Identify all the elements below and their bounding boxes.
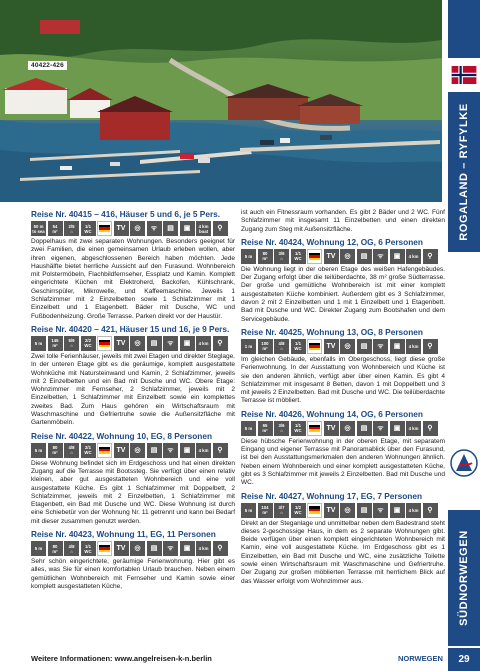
amenity-value-icon [258,249,273,264]
amenity-value-icon [291,421,306,436]
amenity-value-icon [291,249,306,264]
amenity-value: 5 m [244,507,253,513]
oven-icon: ▣ [390,421,405,436]
right-column [241,209,445,589]
region-tab-bottom [448,510,480,646]
german-language-icon [97,443,112,458]
listing-description: Direkt an der Steganlage und unmittelbar neben dem Badestrand steht dieses 2-geschossige Haus, in dem es 2 separate Wohnungen gibt. Beide verfügen über einen komplett eingerichteten Wohnbereich mit Kamin, eine voll ausgestattete Küche. Im Erdgeschoss gibt es 1 Einzelbetten, ein Bad mit Dusche und WC, eine zusätzliche Toilette sowie einen Wirtschaftsraum mit Waschmaschine und Gefriertruhe. Der Zugang zur großen möblierten Terrasse mit herrlichem Blick auf das Wasser erfolgt vom Wohnzimmer aus. [241,519,445,585]
listing-title: Reise Nr. 40424, Wohnung 12, OG, 6 Personen [241,236,423,247]
amenity-value-icon [196,336,211,351]
amenity-value: 2/5 [68,223,75,229]
listing-40424 [241,237,445,324]
oven-icon: ▣ [390,249,405,264]
amenity-value: 5 m [244,425,253,431]
amenity-value: 1/1 [85,543,91,549]
german-language-icon [307,503,322,518]
region-tab-top [448,92,480,252]
oven-icon: ▣ [180,541,195,556]
amenity-unit: m² [52,548,58,554]
amenity-value: 2/1 [85,445,91,451]
amenity-icons [241,503,445,518]
german-language-icon [307,249,322,264]
fish-icon: ⚲ [423,503,438,518]
dish-icon: ▤ [147,541,162,556]
listing-40423-continued [241,209,445,234]
dish-icon: ▤ [357,503,372,518]
oven-icon: ▣ [180,443,195,458]
amenity-icons [241,421,445,436]
listing-title: Reise Nr. 40426, Wohnung 14, OG, 6 Personen [241,408,423,419]
harbor-photo [0,0,442,202]
amenity-unit: ⌂ [280,346,283,352]
listing-description: Im gleichen Gebäude, ebenfalls im Obergeschoss, liegt diese große Ferienwohnung. In der Ausstattung von Wohnbereich und Küche ist sie den anderen ähnlich, verfügt aber über einen Kamin. Es gibt 4 Schlafzimmer mit insgesamt 8 Betten, davon 1 mit Doppelbett und 3 mit jeweils 2 Einzelbetten. Bad mit Dusche und WC. Die teilüberdachte Terrasse ist möbliert. [241,355,445,405]
amenity-unit: WC [294,346,302,352]
sidebar-header-block [448,0,480,58]
dish-icon: ▤ [357,339,372,354]
german-language-icon [97,221,112,236]
listing-title: Reise Nr. 40420 – 421, Häuser 15 und 16, je 9 Pers. [31,323,230,334]
amenity-unit: WC [84,228,92,234]
wash-icon: ◎ [340,339,355,354]
wifi-icon: ᯤ [163,336,178,351]
amenity-value: 1/1 [85,223,91,229]
listing-40422 [31,431,235,526]
amenity-value-icon [48,221,63,236]
amenity-value-icon [31,221,46,236]
amenity-unit: m² [262,346,268,352]
amenity-value: 4/8 [68,543,75,549]
amenity-unit: to sea [32,228,45,234]
amenity-unit: WC [294,510,302,516]
photo-reference-label: 40422-426 [28,61,67,70]
amenity-value-icon [64,443,79,458]
amenity-value: 104 [261,505,269,511]
amenity-unit: ⌂ [70,548,73,554]
wifi-icon: ᯤ [163,541,178,556]
listing-description: Zwei tolle Ferienhäuser, jeweils mit zwei Etagen und direkter Steglage. In der unteren Etage gibt es die geräumige, komplett ausgestattete Wohnküche mit Natursteinwand und Kamin, 2 Schlafzimmer, jeweils mit 2 Einzelbetten und ein Bad mit Dusche und WC. Obere Etage: Wohnzimmer mit Fernseher, 2 Schlafzimmer, jeweils mit 2 Einzelbetten, 1 Schlafzimmer mit Einzelbett sowie ein komplettes zweites Bad. Zum Haus gehören ein Wirtschaftsraum mit Waschmaschine und Gefriertruhe sowie die Außensitzfläche mit Gartenmöbeln. [31,352,235,427]
amenity-value-icon [48,443,63,458]
amenity-unit: boat [198,228,209,234]
amenity-value-icon [81,541,96,556]
left-column [31,209,235,594]
amenity-unit: ⌂ [280,510,283,516]
listing-title: Reise Nr. 40423, Wohnung 11, EG, 11 Personen [31,529,216,540]
amenity-unit: m² [262,428,268,434]
fish-icon: ⚲ [423,339,438,354]
TV-icon: TV [324,339,339,354]
TV-icon: TV [114,336,129,351]
amenity-value: 1/1 [295,423,301,429]
wash-icon: ◎ [340,249,355,264]
page-number: 29 [448,648,480,671]
region-label-suednorwegen: SÜDNORWEGEN [458,530,470,626]
amenity-value: 5/9 [68,338,75,344]
amenity-value: 5 m [34,546,43,552]
amenity-unit: ⌂ [280,428,283,434]
TV-icon: TV [324,249,339,264]
listing-40423 [31,529,235,591]
amenity-unit: m² [52,343,58,349]
region-sidebar [448,0,480,671]
wash-icon: ◎ [130,336,145,351]
listing-title: Reise Nr. 40415 – 416, Häuser 5 und 6, je 5 Pers. [31,209,221,219]
listing-description: Diese Wohnung befindet sich im Erdgeschoss und hat einen direkten Zugang auf die Terrasse mit Bootssteg. Sie verfügt über einen relativ kleinen, aber gut ausgestatteten Wohnbereich und eine voll ausgestattete Küche. Es gibt 1 Schlafzimmer mit Doppelbett, 2 Schlafzimmer, jeweils mit 2 Einzelbetten, 1 Schlafzimmer mit Etagenbett, ein Bad mit Dusche und WC. Diese Wohnung ist durch eine Schiebetür von der Wohnung Nr. 11 getrennt und kann bei Bedarf mit dieser zusammen genutzt werden. [31,459,235,525]
listing-description: ist auch ein Fitnessraum vorhanden. Es gibt 2 Bäder und 2 WC. Fünf Schlafzimmer mit insgesamt 11 Einzelbetten und einen direkten Zugang zum Steg mit Außensitzfläche. [241,209,445,233]
listing-title: Reise Nr. 40422, Wohnung 10, EG, 8 Personen [31,430,213,441]
german-language-icon [307,421,322,436]
TV-icon: TV [324,503,339,518]
dish-icon: ▤ [147,336,162,351]
amenity-value-icon [31,541,46,556]
amenity-unit: ⌂ [280,256,283,262]
amenity-value: 2/2 [85,338,91,344]
amenity-value: 5 m [34,340,43,346]
amenity-value: 4 km [198,223,209,229]
TV-icon: TV [114,221,129,236]
amenity-value-icon [196,443,211,458]
amenity-unit: WC [84,343,92,349]
wash-icon: ◎ [340,421,355,436]
amenity-value-icon [274,503,289,518]
listing-description: Sehr schön eingerichtete, geräumige Ferienwohnung. Hier gibt es alles, was Sie für einen komfortablen Urlaub brauchen. Neben einem gemütlichen Wohnbereich mit Fernseher und Kamin sowie einer komplett ausgestatteten Küche, [31,558,235,590]
amenity-unit: m² [52,450,58,456]
amenity-value-icon [241,503,256,518]
amenity-value: 145 [51,338,59,344]
amenity-value-icon [64,336,79,351]
company-logo-icon [450,449,478,477]
harbor-photo-illustration [0,0,442,202]
amenity-value: 3/7 [278,505,285,511]
oven-icon: ▣ [390,339,405,354]
wifi-icon: ᯤ [373,339,388,354]
amenity-value: 1 m [244,343,253,349]
amenity-icons [241,249,445,264]
amenity-value: 4 km [408,253,419,259]
amenity-unit: m² [52,228,58,234]
amenity-unit: WC [84,548,92,554]
amenity-value: 65 [262,423,268,429]
german-language-icon [97,541,112,556]
amenity-value-icon [64,221,79,236]
amenity-value-icon [291,339,306,354]
listing-40420 [31,324,235,428]
amenity-unit: WC [84,450,92,456]
amenity-value: 4 km [408,343,419,349]
amenity-value: 1/1 [295,251,301,257]
wifi-icon: ᯤ [373,421,388,436]
wash-icon: ◎ [340,503,355,518]
wash-icon: ◎ [130,443,145,458]
TV-icon: TV [114,443,129,458]
amenity-value: 4 km [198,447,209,453]
amenity-value: 5 m [34,447,43,453]
listing-40415 [31,209,235,321]
wash-icon: ◎ [130,221,145,236]
amenity-value: 54 [52,223,58,229]
amenity-value-icon [258,339,273,354]
amenity-value-icon [196,541,211,556]
amenity-value-icon [406,249,421,264]
amenity-value-icon [406,503,421,518]
amenity-value: 1/2 [295,505,301,511]
amenity-value: 80 [52,543,58,549]
footer-more-info: Weitere Informationen: www.angelreisen-k-n.berlin [31,654,212,663]
listing-40427 [241,491,445,586]
amenity-value-icon [81,336,96,351]
amenity-icons [31,221,235,236]
amenity-value-icon [258,421,273,436]
footer-country: NORWEGEN [398,654,443,663]
listing-description: Diese hübsche Ferienwohnung in der oberen Etage, mit separatem Eingang und eigener Terrasse mit Panoramablick über den Furasund, ist bei den Ausstattungsmerkmalen den anderen Wohnungen ähnlich. Neben einem Wohnbereich und einer komplett ausgestatteten Küche, gibt es 3 Schlafzimmer mit jeweils 2 Einzelbetten. Bad mit Dusche und WC. [241,437,445,487]
fish-icon: ⚲ [423,421,438,436]
amenity-value: 80 [52,445,58,451]
amenity-icons [31,443,235,458]
amenity-value-icon [81,221,96,236]
amenity-value-icon [258,503,273,518]
listing-title: Reise Nr. 40427, Wohnung 17, EG, 7 Personen [241,490,423,501]
listing-40425 [241,327,445,406]
amenity-value-icon [81,443,96,458]
german-language-icon [97,336,112,351]
amenity-value: 1/1 [295,341,301,347]
amenity-unit: m² [262,510,268,516]
listing-description: Die Wohnung liegt in der oberen Etage des weißen Hafengebäudes. Der Zugang erfolgt über die teilüberdachte, 38 m² große Südterrasse. Der große und gemütliche Wohnbereich ist mit einer komplett ausgestatteten Küche kombiniert. Außerdem gibt es 3 Schlafzimmer, davon 2 mit 2 Einzelbetten und 1 mit 1 Einzelbett und 1 Etagenbett. Bad mit Dusche und WC. Direkter Zugang zum Bootshafen und dem Servicegebäude. [241,265,445,323]
amenity-value: 5 m [244,253,253,259]
amenity-value-icon [241,339,256,354]
amenity-icons [241,339,445,354]
oven-icon: ▣ [180,336,195,351]
amenity-value: 3/6 [278,423,285,429]
german-language-icon [307,339,322,354]
oven-icon: ▣ [390,503,405,518]
dish-icon: ▤ [357,421,372,436]
region-label-rogaland: ROGALAND – RYFYLKE [458,103,470,241]
wifi-icon: ᯤ [163,443,178,458]
listing-description: Doppelhaus mit zwei separaten Wohnungen. Besonders geeignet für zwei Familien, die einen gemeinsamen Urlaub erleben wollen, aber ihren eigenen, abgeschlossenen Bereich haben möchten. Jede Haushälfte bietet herrliche Aussicht auf den Furasund. Wohnbereich mit Polstermöbeln, Flachbildfernseher, Essplatz und Kamin. Komplett eingerichtete Küchen mit Elektroherd, Backofen, Kühlschrank, Geschirrspüler, Mikrowelle, und Kaffeemaschine. Jeweils 1 Schlafzimmer mit 2 Einzelbetten sowie 1 Schlafzimmer mit 1 Einzelbett und 1 Etagenbett. Bäder mit Dusche, WC und Fußbodenheizung. Große Terrasse. Parken direkt vor der Haustür. [31,238,235,320]
amenity-value-icon [406,339,421,354]
amenity-value-icon [241,249,256,264]
fish-icon: ⚲ [213,541,228,556]
amenity-unit: m² [262,256,268,262]
amenity-unit: ⌂ [70,343,73,349]
amenity-value: 4 km [198,340,209,346]
amenity-value-icon [64,541,79,556]
oven-icon: ▣ [180,221,195,236]
fish-icon: ⚲ [213,443,228,458]
amenity-icons [31,541,235,556]
dish-icon: ▤ [357,249,372,264]
wifi-icon: ᯤ [147,221,162,236]
amenity-value-icon [31,336,46,351]
amenity-unit: ⌂ [70,450,73,456]
listing-40426 [241,409,445,488]
wifi-icon: ᯤ [373,249,388,264]
amenity-value-icon [241,421,256,436]
amenity-icons [31,336,235,351]
amenity-value-icon [48,541,63,556]
norway-flag-icon [451,66,477,84]
amenity-value-icon [31,443,46,458]
amenity-value-icon [48,336,63,351]
listing-title: Reise Nr. 40425, Wohnung 13, OG, 8 Personen [241,326,423,337]
wifi-icon: ᯤ [373,503,388,518]
amenity-value: 3/6 [278,251,285,257]
wash-icon: ◎ [130,541,145,556]
amenity-value: 4/8 [68,445,75,451]
amenity-value-icon [274,249,289,264]
amenity-value-icon [274,339,289,354]
amenity-unit: WC [294,256,302,262]
amenity-value: 4 km [408,425,419,431]
amenity-value-icon [406,421,421,436]
amenity-value: 4 km [408,507,419,513]
TV-icon: TV [324,421,339,436]
TV-icon: TV [114,541,129,556]
amenity-value: 4/8 [278,341,285,347]
amenity-value-icon [291,503,306,518]
amenity-value: 4 km [198,546,209,552]
dish-icon: ▤ [163,221,178,236]
amenity-value: 100 [261,341,269,347]
amenity-value-icon [196,221,211,236]
amenity-unit: ⌂ [70,228,73,234]
amenity-unit: WC [294,428,302,434]
fish-icon: ⚲ [213,221,228,236]
fish-icon: ⚲ [213,336,228,351]
dish-icon: ▤ [147,443,162,458]
fish-icon: ⚲ [423,249,438,264]
amenity-value-icon [274,421,289,436]
amenity-value: 50 m [33,223,44,229]
amenity-value: 80 [262,251,268,257]
